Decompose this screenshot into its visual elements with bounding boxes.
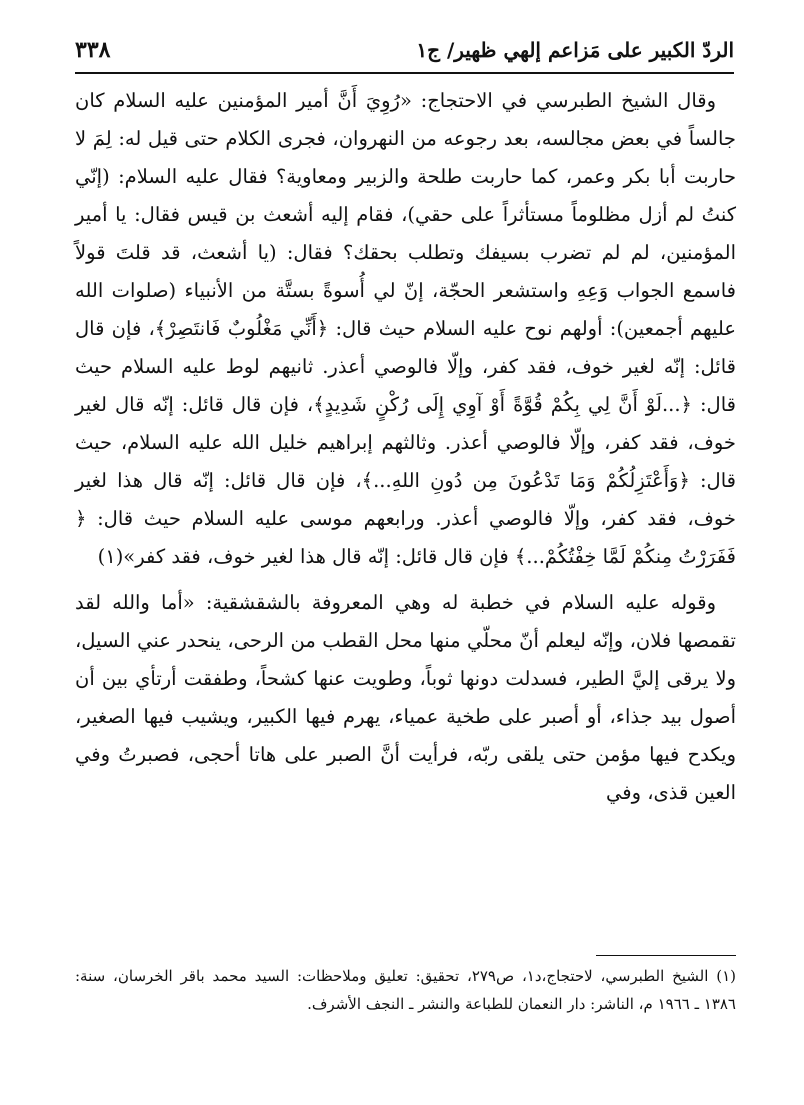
footnotes bbox=[75, 962, 736, 1018]
paragraph-2: وقوله عليه السلام في خطبة له وهي المعروفة بالشقشقية: «أما والله لقد تقمصها فلان، وإنّه ليعلم أنّ محلّي منها محل القطب من الرحى، ينحدر عني السيل، ولا يرقى إليَّ الطير، فسدلت دونها ثوباً، وطويت عنها كشحاً، وطفقت أرتأي بين أن أصول بيد جذاء، أو أصبر على طخية عمياء، يهرم فيها الكبير، ويشيب فيها الصغير، ويكدح فيها مؤمن حتى يلقى ربّه، فرأيت أنَّ الصبر على هاتا أحجى، فصبرتُ وفي العين قذى، وفي bbox=[75, 591, 736, 804]
footnote-divider bbox=[596, 955, 736, 956]
page-header bbox=[75, 28, 734, 74]
paragraph-1: وقال الشيخ الطبرسي في الاحتجاج: «رُوِيَ أَنَّ أمير المؤمنين عليه السلام كان جالساً في بعض مجالسه، بعد رجوعه من النهروان، فجرى الكلام حتى قيل له: لِمَ لا حاربت أبا بكر وعمر، كما حاربت طلحة والزبير ومعاوية؟ فقال عليه السلام: (إنّي كنتُ لم أزل مظلوماً مستأثراً على حقي)، فقام إليه أشعث بن قيس فقال: يا أمير المؤمنين، لم لم تضرب بسيفك وتطلب بحقك؟ فقال: (يا أشعث، قد قلتَ قولاً فاسمع الجواب وَعِهِ واستشعر الحجّة، إنّ لي أُسوةً بستَّة من الأنبياء (صلوات الله عليهم أجمعين): أولهم نوح عليه السلام حيث قال: ﴿أَنِّي مَغْلُوبٌ فَانتَصِرْ﴾، فإن قال قائل: إنّه لغير خوف، فقد كفر، وإلّا فالوصي أعذر. ثانيهم لوط عليه السلام حيث قال: ﴿...لَوْ أَنَّ لِي بِكُمْ قُوَّةً أَوْ آوِي إِلَى رُكْنٍ شَدِيدٍ﴾، فإن قال قائل: إنّه قال لغير خوف، فقد كفر، وإلّا فالوصي أعذر. وثالثهم إبراهيم خليل الله عليه السلام، حيث قال: ﴿وَأَعْتَزِلُكُمْ وَمَا تَدْعُونَ مِن دُونِ اللهِ...﴾، فإن قال قائل: إنّه قال هذا لغير خوف، فقد كفر، وإلّا فالوصي أعذر. ورابعهم موسى عليه السلام حيث قال: ﴿ فَفَرَرْتُ مِنكُمْ لَمَّا خِفْتُكُمْ...﴾ فإن قال قائل: إنّه قال هذا لغير خوف، فقد كفر»(١) bbox=[75, 89, 736, 568]
page-number: ٣٣٨ bbox=[75, 37, 111, 63]
body-text bbox=[75, 82, 736, 812]
footnote-1: (١) الشيخ الطبرسي، لاحتجاج،د١، ص٢٧٩، تحقيق: تعليق وملاحظات: السيد محمد باقر الخرسان، سنة: ١٣٨٦ ـ ١٩٦٦ م، الناشر: دار النعمان للطباعة والنشر ـ النجف الأشرف. bbox=[75, 967, 737, 1013]
running-title: الردّ الكبير على مَزاعم إلهي ظهير/ ج١ bbox=[416, 38, 734, 62]
